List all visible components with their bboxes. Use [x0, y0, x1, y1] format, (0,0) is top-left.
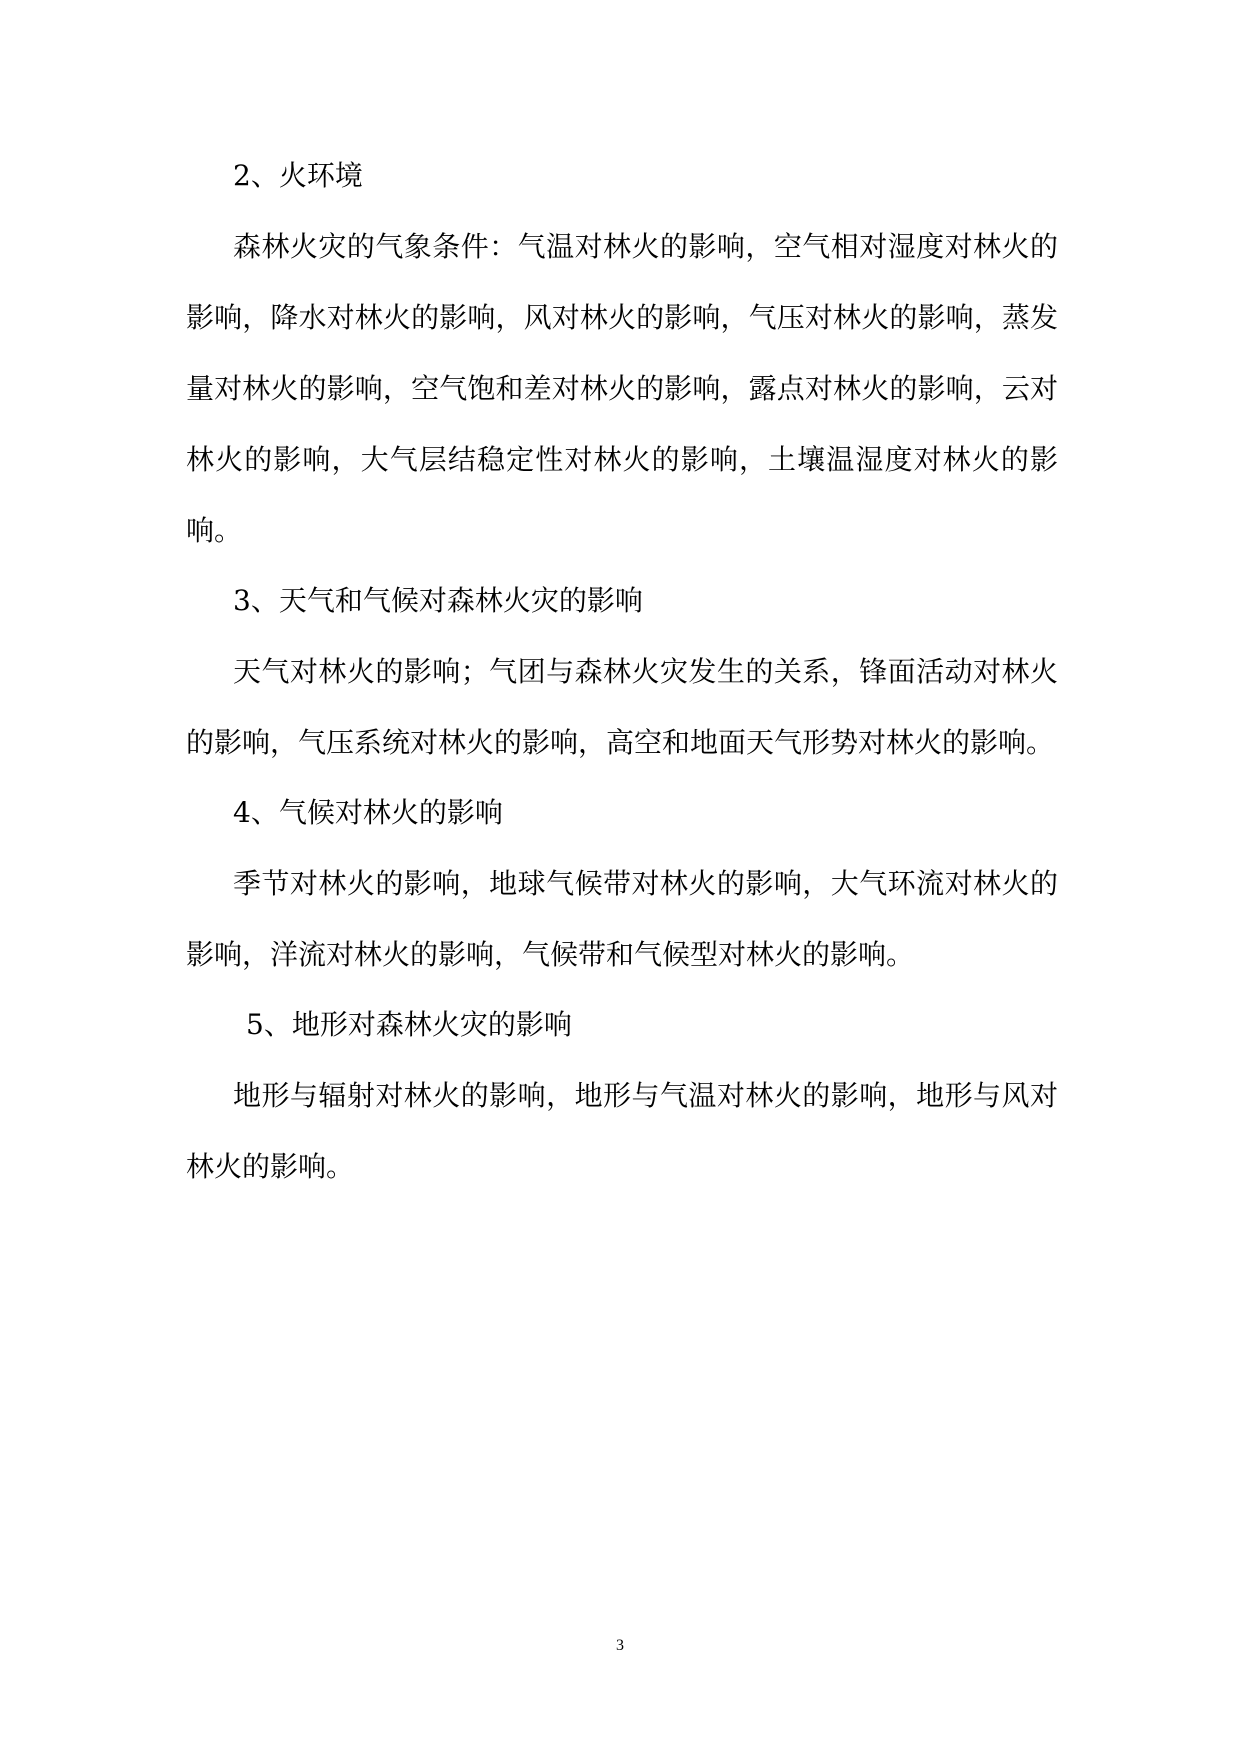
section-paragraph-2: 森林火灾的气象条件：气温对林火的影响，空气相对湿度对林火的影响，降水对林火的影响，风对林火的影响，气压对林火的影响，蒸发量对林火的影响，空气饱和差对林火的影响，露点对林火的影响，云对林火的影响，大气层结稳定性对林火的影响，土壤温湿度对林火的影响。: [186, 230, 1058, 547]
section-heading-2: 2、火环境: [233, 159, 363, 192]
section-paragraph-3: 天气对林火的影响；气团与森林火灾发生的关系，锋面活动对林火的影响，气压系统对林火的影响，高空和地面天气形势对林火的影响。: [186, 655, 1058, 759]
section-paragraph-4: 季节对林火的影响，地球气候带对林火的影响，大气环流对林火的影响，洋流对林火的影响，气候带和气候型对林火的影响。: [186, 867, 1058, 971]
section-heading-5: 5、地形对森林火灾的影响: [246, 1008, 572, 1041]
page-content: [186, 156, 1058, 1217]
section-heading-3: 3、天气和气候对森林火灾的影响: [233, 584, 643, 617]
page-number: 3: [616, 1637, 624, 1654]
section-paragraph-5: 地形与辐射对林火的影响，地形与气温对林火的影响，地形与风对林火的影响。: [186, 1079, 1058, 1183]
section-heading-4: 4、气候对林火的影响: [233, 796, 503, 829]
